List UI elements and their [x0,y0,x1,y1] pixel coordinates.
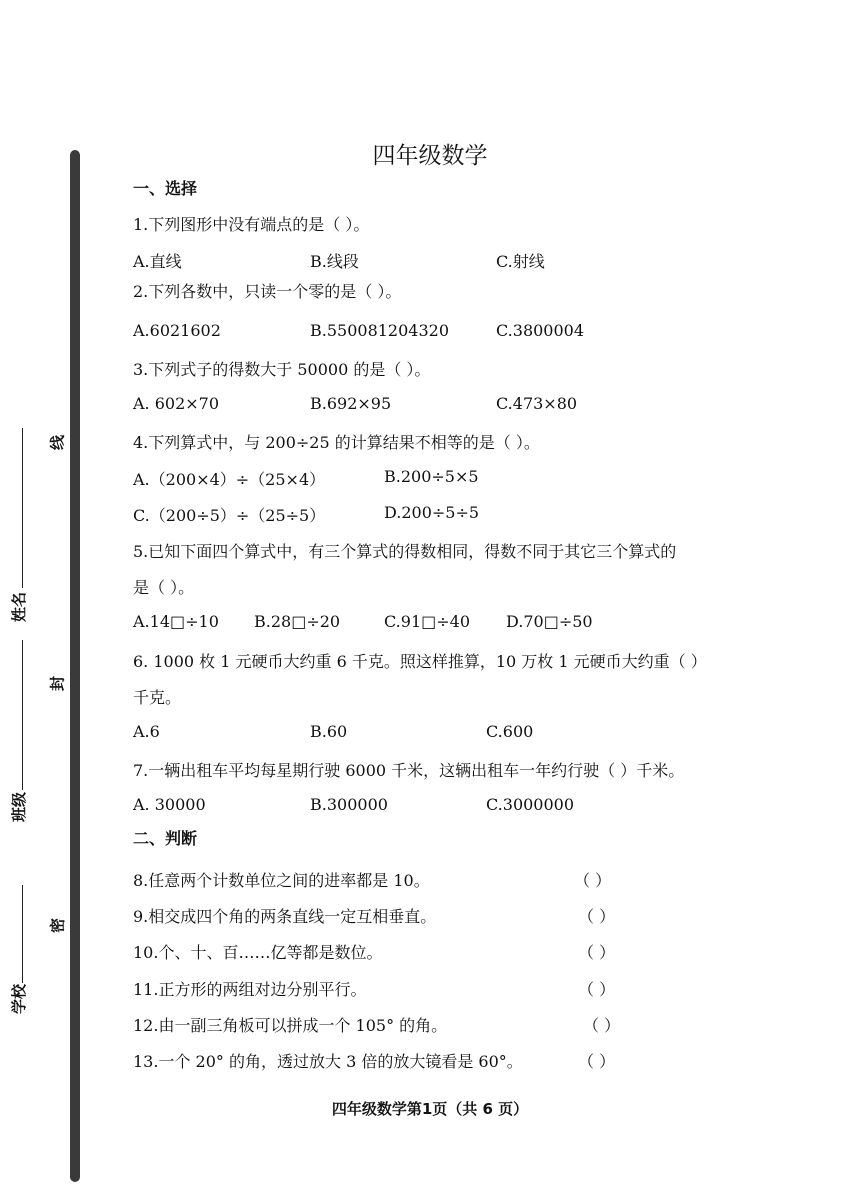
q2-option-b: B.550081204320 [310,321,449,340]
class-label: 班级 [10,791,28,822]
q1-option-a: A.直线 [133,252,182,271]
school-label: 学校 [10,983,28,1014]
seal-feng: 封 [48,676,67,692]
q6-option-a: A.6 [133,722,160,741]
judgement-9-text: 9.相交成四个角的两条直线一定互相垂直。 [133,907,437,926]
q5-option-b: B.28□÷20 [254,612,341,631]
judgement-13-text: 13.一个 20° 的角，透过放大 3 倍的放大镜看是 60°。 [133,1052,523,1071]
q1-option-b: B.线段 [310,252,359,271]
judgement-12-text: 12.由一副三角板可以拼成一个 105° 的角。 [133,1016,448,1035]
judgement-10-text: 10.个、十、百……亿等都是数位。 [133,943,383,962]
judgement-8-answer-blank: （ ） [574,871,612,890]
question-6-line-1: 6. 1000 枚 1 元硬币大约重 6 千克。照这样推算，10 万枚 1 元硬币大约重（ ） [133,652,707,671]
q3-option-b: B.692×95 [310,394,392,413]
q6-option-b: B.60 [310,722,348,741]
question-6-line-2: 千克。 [133,688,182,707]
class-blank-line [22,640,23,790]
section-choice-heading: 一、选择 [133,179,198,198]
judgement-11-text: 11.正方形的两组对边分别平行。 [133,980,367,999]
question-1: 1.下列图形中没有端点的是（ ）。 [133,215,370,234]
q5-option-a: A.14□÷10 [133,612,219,631]
q7-option-c: C.3000000 [486,795,575,814]
page-title: 四年级数学 [372,143,488,169]
page-footer: 四年级数学第1页（共 6 页） [331,1100,529,1118]
seal-mi: 密 [48,918,67,934]
q7-option-b: B.300000 [310,795,388,814]
judgement-8-text: 8.任意两个计数单位之间的进率都是 10。 [133,871,430,890]
q4-option-b: B.200÷5×5 [384,467,479,486]
q2-option-a: A.6021602 [133,321,221,340]
q7-option-a: A. 30000 [133,795,206,814]
judgement-11-answer-blank: （ ） [578,980,616,999]
name-blank-line [22,428,23,588]
q6-option-c: C.600 [486,722,534,741]
question-7: 7.一辆出租车平均每星期行驶 6000 千米，这辆出租车一年约行驶（ ）千米。 [133,761,685,780]
q5-option-d: D.70□÷50 [506,612,593,631]
question-5-line-2: 是（ ）。 [133,578,195,597]
question-3: 3.下列式子的得数大于 50000 的是（ ）。 [133,360,431,379]
q2-option-c: C.3800004 [496,321,585,340]
question-5-line-1: 5.已知下面四个算式中，有三个算式的得数相同，得数不同于其它三个算式的 [133,542,677,561]
seal-xian: 线 [48,435,67,451]
q4-option-c: C.（200÷5）÷（25÷5） [133,506,326,525]
binding-bar [70,150,80,1182]
question-2: 2.下列各数中，只读一个零的是（ ）。 [133,282,402,301]
q1-option-c: C.射线 [496,252,545,271]
q4-option-d: D.200÷5÷5 [384,503,480,522]
judgement-9-answer-blank: （ ） [578,907,616,926]
section-judge-heading: 二、判断 [133,829,198,848]
school-blank-line [22,885,23,983]
q3-option-c: C.473×80 [496,394,578,413]
q4-option-a: A.（200×4）÷（25×4） [133,470,326,489]
question-4: 4.下列算式中，与 200÷25 的计算结果不相等的是（ ）。 [133,433,540,452]
judgement-12-answer-blank: （ ） [583,1016,621,1035]
name-label: 姓名 [10,591,28,622]
q5-option-c: C.91□÷40 [384,612,470,631]
judgement-13-answer-blank: （ ） [578,1052,616,1071]
q3-option-a: A. 602×70 [133,394,220,413]
judgement-10-answer-blank: （ ） [578,943,616,962]
